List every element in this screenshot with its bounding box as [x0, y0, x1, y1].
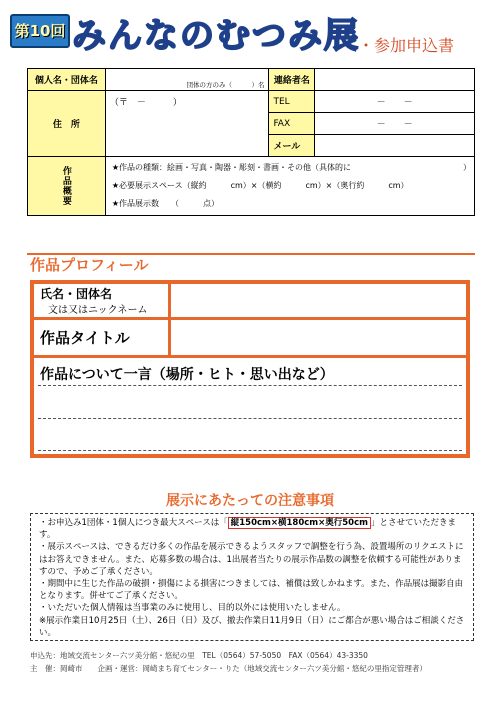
name-hint: 団体の方のみ（ ）名 — [186, 81, 265, 89]
fax-label: FAX — [269, 113, 315, 135]
mail-field[interactable] — [315, 135, 475, 157]
comment-line[interactable] — [38, 450, 462, 451]
contact-field[interactable] — [315, 69, 475, 91]
notice-item: ・いただいた個人情報は当事業のみに使用し、目的以外には使用いたしません。 — [39, 603, 346, 614]
footer-organizer: 主 催：岡崎市 企画・運営：岡崎まち育てセンター・りた（地域交流センター六ツ美分館・悠紀の里指定管理者） — [30, 664, 427, 673]
comment-line[interactable] — [38, 418, 462, 419]
overview-line: ★作品の種類：絵画・写真・陶器・彫刻・書画・その他（具体的に ） — [111, 163, 471, 172]
contact-label: 連絡者名 — [269, 69, 315, 91]
form-subtitle: ・参加申込書 — [358, 36, 455, 55]
address-field[interactable] — [105, 91, 269, 157]
notice-text: 」とさせていただきます。 — [39, 518, 456, 541]
event-logo: みんなのむつみ展 — [72, 16, 360, 56]
notice-text: ・お申込み1団体・1個人につき最大スペースは「 — [39, 518, 228, 528]
profile-column-divider — [168, 284, 171, 358]
notice-title: 展示にあたっての注意事項 — [166, 493, 334, 509]
profile-name-label: 氏名・団体名 — [40, 287, 113, 301]
name-label: 個人名・団体名 — [28, 69, 106, 91]
notice-item: ・展示スペースは、できるだけ多くの作品を展示できるようスタッフで調整を行う為、設置場所のリクエストにはお答えできません。また、応募多数の場合は、1出展者当たりの展示作品数の調整を依頼する可能性がありますので、予めご了承ください。 — [39, 542, 464, 577]
profile-nickname-label: 文は又はニックネーム — [48, 305, 148, 316]
notice-item — [39, 517, 465, 541]
tel-field[interactable]: － － — [315, 91, 475, 113]
comment-line[interactable] — [38, 385, 462, 386]
edition-text: 第10回 — [14, 22, 66, 40]
profile-nickname-text: 又はニックネーム — [68, 305, 148, 316]
profile-comment-label: 作品について一言（場所・ヒト・思い出など） — [40, 367, 334, 383]
overview-label-text: 作品概要 — [60, 166, 71, 206]
form-subtitle-text: 参加申込書 — [374, 36, 455, 55]
notice-item: ・期間中に生じた作品の破損・損傷による損害につきましては、補償は致しかねます。また、作品展は撮影自由となります。併せてご了承ください。 — [39, 579, 464, 602]
notice-item: ※展示作業日10月25日（土）、26日（日）及び、撤去作業日11月9日（日）にご都合が悪い場合はご相談ください。 — [39, 615, 465, 638]
profile-title: 作品プロフィール — [30, 256, 149, 274]
fax-field[interactable]: － － — [315, 113, 475, 135]
max-space-highlight: 縦150cm×横180cm×奥行50cm — [228, 517, 371, 529]
address-label: 住 所 — [28, 91, 106, 157]
name-field[interactable] — [105, 69, 269, 91]
mail-label: メール — [269, 135, 315, 157]
overview-label — [28, 157, 106, 216]
tel-label: TEL — [269, 91, 315, 113]
edition-badge — [10, 14, 70, 48]
notice-box — [30, 513, 474, 641]
postal-code: （〒 － ） — [109, 98, 182, 108]
overview-field[interactable] — [105, 157, 474, 216]
profile-work-title-label: 作品タイトル — [40, 329, 130, 347]
application-table — [27, 68, 475, 216]
overview-line: ★作品展示数 （ 点） — [111, 199, 219, 208]
footer-contact: 申込先：地域交流センター六ツ美分館・悠紀の里 TEL（0564）57-5050 FAX（0564）43-3350 — [30, 651, 368, 660]
overview-line: ★必要展示スペース（縦約 cm）×（横約 cm）×（奥行約 cm） — [111, 181, 409, 190]
